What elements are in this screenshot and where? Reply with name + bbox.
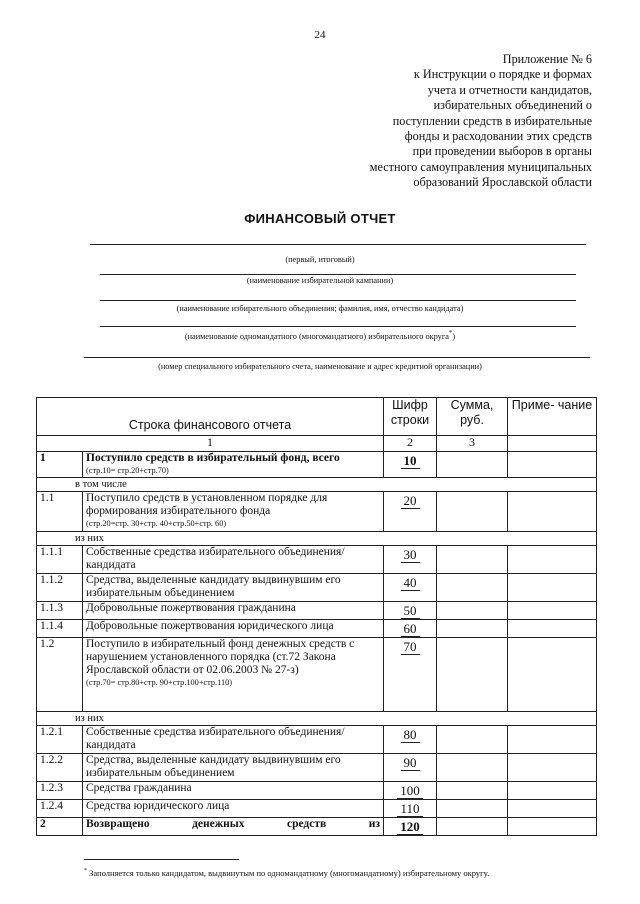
subheader-label: из них bbox=[37, 532, 597, 546]
fill-caption: (номер специального избирательного счета, наименование и адрес кредитной организации) bbox=[158, 362, 482, 371]
row-description: Собственные средства избирательного объединения/ кандидата bbox=[83, 726, 384, 754]
header-description: Строка финансового отчета bbox=[37, 398, 384, 436]
row-sum[interactable] bbox=[437, 818, 508, 836]
row-description: Поступило средств в избирательный фонд, всего (стр.10= стр.20+стр.70) bbox=[83, 452, 384, 478]
table-row bbox=[37, 754, 597, 782]
row-note[interactable] bbox=[508, 800, 597, 818]
row-code: 30 bbox=[384, 546, 437, 574]
subheader-label: в том числе bbox=[37, 478, 597, 492]
row-code: 10 bbox=[384, 452, 437, 478]
column-number: 1 bbox=[37, 436, 384, 452]
fill-caption: (наименование избирательной кампании) bbox=[246, 276, 394, 285]
column-number: 2 bbox=[384, 436, 437, 452]
row-sum[interactable] bbox=[437, 602, 508, 620]
row-code: 40 bbox=[384, 574, 437, 602]
row-note[interactable] bbox=[508, 782, 597, 800]
fill-line bbox=[100, 300, 576, 301]
row-description: Возвращено денежных средств из bbox=[83, 818, 384, 836]
row-description: Поступило в избирательный фонд денежных средств с нарушением установленного порядка (ст.72 Закона Ярославской области от 02.06.2003 № 27-з) (стр.70= стр.80+стр. 90+стр.100+стр.110) bbox=[83, 638, 384, 712]
appendix-line: образований Ярославской области bbox=[413, 175, 592, 190]
row-code: 20 bbox=[384, 492, 437, 532]
row-number: 1.2 bbox=[37, 638, 83, 712]
row-number: 1 bbox=[37, 452, 83, 478]
row-number: 1.1.4 bbox=[37, 620, 83, 638]
row-number: 1.1.3 bbox=[37, 602, 83, 620]
page-number: 24 bbox=[314, 29, 326, 41]
appendix-line: при проведении выборов в органы bbox=[412, 144, 592, 159]
row-number: 2 bbox=[37, 818, 83, 836]
table-row bbox=[37, 638, 597, 712]
appendix-header bbox=[292, 52, 592, 191]
header-note: Приме- чание bbox=[508, 398, 597, 436]
footnote-divider bbox=[84, 859, 239, 860]
row-number: 1.1 bbox=[37, 492, 83, 532]
row-note[interactable] bbox=[508, 726, 597, 754]
row-code: 80 bbox=[384, 726, 437, 754]
row-code: 120 bbox=[384, 818, 437, 836]
row-number: 1.2.3 bbox=[37, 782, 83, 800]
row-number: 1.2.1 bbox=[37, 726, 83, 754]
row-number: 1.1.2 bbox=[37, 574, 83, 602]
subheader-label: из них bbox=[37, 712, 597, 726]
row-note[interactable] bbox=[508, 638, 597, 712]
appendix-line: Приложение № 6 bbox=[502, 52, 592, 66]
table-subheader-row bbox=[37, 478, 597, 492]
financial-report-table bbox=[36, 397, 597, 836]
fill-caption: (наименование одномандатного (многомандатного) избирательного округа*) bbox=[184, 330, 456, 341]
footnote bbox=[84, 866, 584, 879]
table-row bbox=[37, 818, 597, 836]
footnote-mark: * bbox=[84, 868, 87, 874]
row-description: Поступило средств в установленном порядке для формирования избирательного фонда (стр.20=стр. 30+стр. 40+стр.50+стр. 60) bbox=[83, 492, 384, 532]
row-note[interactable] bbox=[508, 818, 597, 836]
column-number-row bbox=[37, 436, 597, 452]
row-sum[interactable] bbox=[437, 638, 508, 712]
row-description: Средства, выделенные кандидату выдвинувшим его избирательным объединением bbox=[83, 574, 384, 602]
row-sum[interactable] bbox=[437, 492, 508, 532]
fill-caption: (первый, итоговый) bbox=[285, 255, 355, 264]
fill-line bbox=[90, 244, 586, 245]
table-row bbox=[37, 782, 597, 800]
appendix-line: поступлении средств в избирательные bbox=[392, 113, 592, 128]
row-code: 70 bbox=[384, 638, 437, 712]
row-code: 60 bbox=[384, 620, 437, 638]
footnote-text: Заполняется только кандидатом, выдвинутым по одномандатному (многомандатному) избирательному округу. bbox=[89, 867, 490, 878]
row-note[interactable] bbox=[508, 574, 597, 602]
fill-line bbox=[100, 326, 576, 327]
appendix-line: учета и отчетности кандидатов, bbox=[427, 82, 592, 97]
header-code: Шифр строки bbox=[384, 398, 437, 436]
table-header-row bbox=[37, 398, 597, 436]
row-formula: (стр.10= стр.20+стр.70) bbox=[86, 466, 169, 475]
table-row bbox=[37, 492, 597, 532]
row-note[interactable] bbox=[508, 546, 597, 574]
row-sum[interactable] bbox=[437, 620, 508, 638]
table-row bbox=[37, 546, 597, 574]
table-row bbox=[37, 602, 597, 620]
table-subheader-row bbox=[37, 532, 597, 546]
row-code: 110 bbox=[384, 800, 437, 818]
row-code: 100 bbox=[384, 782, 437, 800]
table-row bbox=[37, 620, 597, 638]
table-subheader-row bbox=[37, 712, 597, 726]
appendix-line: избирательных объединений о bbox=[433, 98, 592, 113]
row-code: 50 bbox=[384, 602, 437, 620]
table-row bbox=[37, 800, 597, 818]
row-note[interactable] bbox=[508, 754, 597, 782]
appendix-line: фонды и расходовании этих средств bbox=[404, 129, 592, 144]
row-sum[interactable] bbox=[437, 726, 508, 754]
row-description: Средства гражданина bbox=[83, 782, 384, 800]
row-description: Добровольные пожертвования гражданина bbox=[83, 602, 384, 620]
row-description: Средства юридического лица bbox=[83, 800, 384, 818]
row-sum[interactable] bbox=[437, 754, 508, 782]
row-note[interactable] bbox=[508, 602, 597, 620]
header-sum: Сумма, руб. bbox=[437, 398, 508, 436]
row-number: 1.1.1 bbox=[37, 546, 83, 574]
row-sum[interactable] bbox=[437, 782, 508, 800]
table-row bbox=[37, 574, 597, 602]
table-row bbox=[37, 452, 597, 478]
appendix-line: к Инструкции о порядке и формах bbox=[413, 67, 592, 82]
row-sum[interactable] bbox=[437, 546, 508, 574]
column-number: 3 bbox=[437, 436, 508, 452]
row-code: 90 bbox=[384, 754, 437, 782]
column-number bbox=[508, 436, 597, 452]
fill-line bbox=[84, 357, 590, 358]
row-note[interactable] bbox=[508, 620, 597, 638]
appendix-line: местного самоуправления муниципальных bbox=[369, 159, 592, 174]
fill-line bbox=[100, 274, 576, 275]
row-note[interactable] bbox=[508, 452, 597, 478]
footnote-mark: * bbox=[448, 330, 453, 337]
table-row bbox=[37, 726, 597, 754]
row-description: Добровольные пожертвования юридического лица bbox=[83, 620, 384, 638]
row-number: 1.2.2 bbox=[37, 754, 83, 782]
fill-caption: (наименование избирательного объединения; фамилия, имя, отчество кандидата) bbox=[176, 304, 464, 313]
row-sum[interactable] bbox=[437, 452, 508, 478]
row-formula: (стр.20=стр. 30+стр. 40+стр.50+стр. 60) bbox=[86, 519, 227, 528]
row-sum[interactable] bbox=[437, 800, 508, 818]
report-title: ФИНАНСОВЫЙ ОТЧЕТ bbox=[244, 211, 396, 226]
row-formula: (стр.70= стр.80+стр. 90+стр.100+стр.110) bbox=[86, 678, 233, 687]
row-sum[interactable] bbox=[437, 574, 508, 602]
row-number: 1.2.4 bbox=[37, 800, 83, 818]
row-description: Средства, выделенные кандидату выдвинувшим его избирательным объединением bbox=[83, 754, 384, 782]
row-description: Собственные средства избирательного объединения/ кандидата bbox=[83, 546, 384, 574]
row-note[interactable] bbox=[508, 492, 597, 532]
